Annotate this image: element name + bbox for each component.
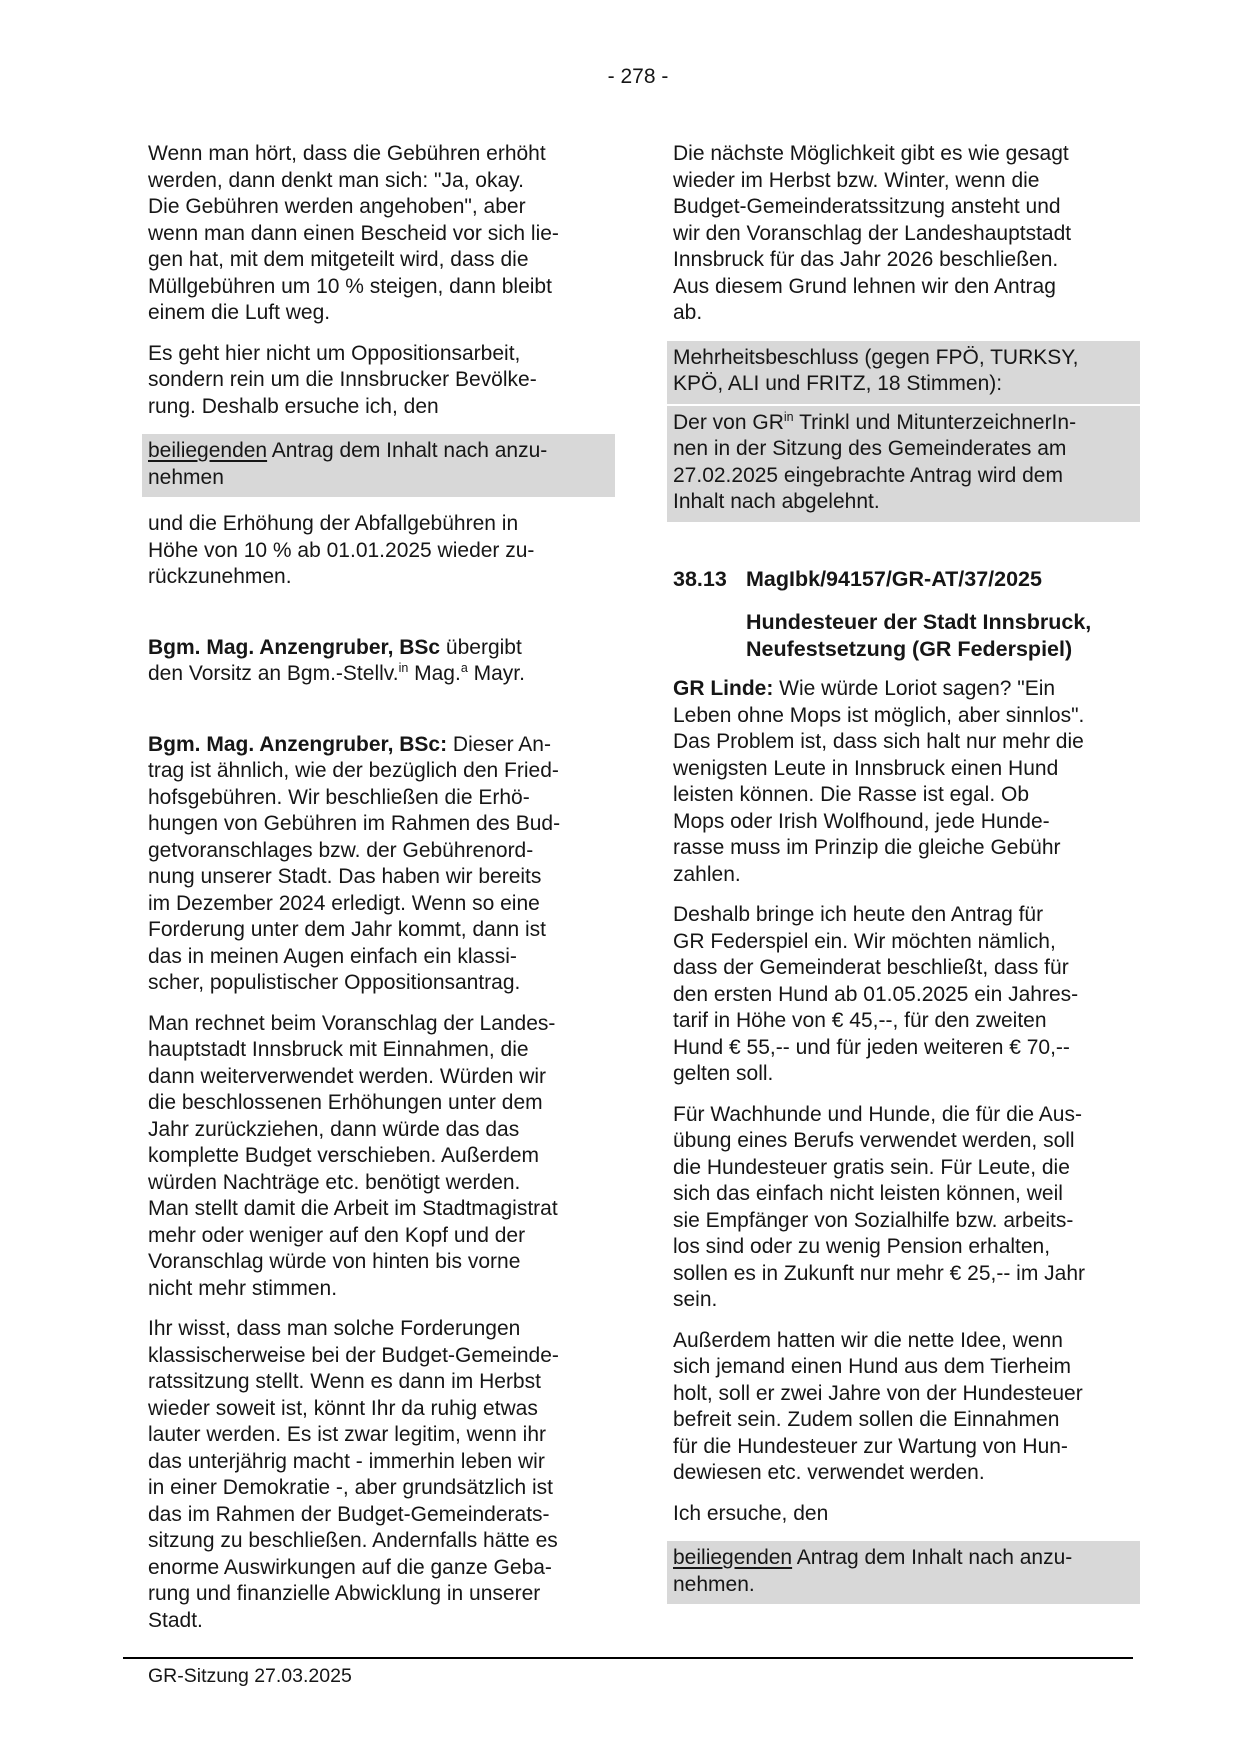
text-line: Aus diesem Grund lehnen wir den Antrag — [673, 274, 1056, 298]
right-column — [673, 141, 1128, 1634]
paragraph — [673, 676, 1128, 888]
text-line: Es geht hier nicht um Oppositionsarbeit, — [148, 341, 521, 365]
text-line: beiliegenden Antrag dem Inhalt nach anzu- — [148, 439, 548, 462]
text-line: dewiesen etc. verwendet werden. — [673, 1461, 985, 1484]
agenda-item-reference: MagIbk/94157/GR-AT/37/2025 — [746, 566, 1042, 591]
text-line: Außerdem hatten wir die nette Idee, wenn — [673, 1328, 1063, 1352]
text-line: das im Rahmen der Budget-Gemeinderats- — [148, 1502, 550, 1526]
text-line: Für Wachhunde und Hunde, die für die Aus- — [673, 1102, 1082, 1126]
footer-divider — [123, 1657, 1133, 1659]
text-line: Mops oder Irish Wolfhound, jede Hunde- — [673, 809, 1050, 833]
text-line: sollen es in Zukunft nur mehr € 25,-- im Jahr — [673, 1261, 1086, 1285]
text-line: beiliegenden Antrag dem Inhalt nach anzu- — [673, 1546, 1073, 1569]
text-line: Forderung unter dem Jahr kommt, dann ist — [148, 918, 547, 941]
text-line: befreit sein. Zudem sollen die Einnahmen — [673, 1408, 1060, 1431]
text-line: nehmen. — [673, 1572, 755, 1596]
text-line: Die nächste Möglichkeit gibt es wie gesagt — [673, 142, 1069, 165]
text-line: wenn man dann einen Bescheid vor sich lie- — [148, 221, 559, 245]
paragraph — [673, 1501, 1128, 1528]
text-line: Stadt. — [148, 1608, 203, 1632]
text-line: getvoranschlages bzw. der Gebührenord- — [148, 838, 534, 862]
paragraph — [673, 902, 1128, 1088]
text-line: lauter werden. Es ist zwar legitim, wenn ihr — [148, 1423, 546, 1446]
text-line: hungen von Gebühren im Rahmen des Bud- — [148, 812, 561, 835]
text-line: den Vorsitz an Bgm.-Stellv.$^{in}$ Mag.$^a$ Mayr. — [148, 661, 525, 685]
text-line: zahlen. — [673, 862, 741, 886]
text-line: die Hundesteuer gratis sein. Für Leute, die — [673, 1155, 1070, 1179]
text-line: komplette Budget verschieben. Außerdem — [148, 1144, 540, 1167]
text-line: KPÖ, ALI und FRITZ, 18 Stimmen): — [673, 372, 1003, 395]
text-line: Neufestsetzung (GR Federspiel) — [746, 636, 1073, 661]
text-line: Der von $GR^{in}$ Trinkl und MitunterzeichnerIn- — [673, 409, 1077, 434]
text-line: Voranschlag würde von hinten bis vorne — [148, 1250, 521, 1273]
text-line: wir den Voranschlag der Landeshauptstadt — [673, 221, 1072, 245]
text-line: nehmen — [148, 465, 224, 489]
text-line: Bgm. Mag. Anzengruber, BSc übergibt — [148, 635, 522, 659]
text-line: Jahr zurückziehen, dann würde das das — [148, 1117, 520, 1141]
text-line: Deshalb bringe ich heute den Antrag für — [673, 903, 1044, 926]
paragraph — [148, 1316, 603, 1634]
text-line: GR Federspiel ein. Wir möchten nämlich, — [673, 929, 1056, 953]
text-line: Man rechnet beim Voranschlag der Landes- — [148, 1011, 556, 1035]
text-line: für die Hundesteuer zur Wartung von Hun- — [673, 1434, 1068, 1458]
text-line: rung. Deshalb ersuche ich, den — [148, 394, 439, 418]
text-line: die beschlossenen Erhöhungen unter dem — [148, 1091, 543, 1114]
text-line: in einer Demokratie -, aber grundsätzlich ist — [148, 1476, 554, 1499]
highlighted-paragraph — [667, 341, 1140, 404]
text-line: im Dezember 2024 erledigt. Wenn so eine — [148, 891, 540, 915]
text-line: Inhalt nach abgelehnt. — [673, 490, 880, 513]
highlighted-paragraph — [667, 406, 1140, 522]
text-line: würden Nachträge etc. benötigt werden. — [148, 1170, 521, 1194]
paragraph — [148, 511, 603, 591]
text-line: wieder im Herbst bzw. Winter, wenn die — [673, 168, 1040, 192]
text-line: Bgm. Mag. Anzengruber, BSc: Dieser An- — [148, 732, 551, 756]
text-line: Budget-Gemeinderatssitzung ansteht und — [673, 195, 1061, 218]
text-line: rung und finanzielle Abwicklung in unserer — [148, 1582, 541, 1605]
text-line: Höhe von 10 % ab 01.01.2025 wieder zu- — [148, 538, 535, 562]
text-line: Leben ohne Mops ist möglich, aber sinnlos". — [673, 703, 1085, 727]
text-line: holt, soll er zwei Jahre von der Hundesteuer — [673, 1381, 1083, 1405]
text-line: rückzunehmen. — [148, 565, 292, 588]
text-line: tarif in Höhe von € 45,--, für den zweiten — [673, 1009, 1047, 1032]
text-line: sein. — [673, 1288, 718, 1311]
paragraph — [673, 141, 1128, 327]
text-line: enorme Auswirkungen auf die ganze Geba- — [148, 1555, 552, 1579]
text-line: den ersten Hund ab 01.05.2025 ein Jahres- — [673, 982, 1079, 1006]
agenda-item-heading — [673, 566, 1128, 593]
page-number: - 278 - — [607, 65, 669, 88]
text-line: GR Linde: Wie würde Loriot sagen? "Ein — [673, 677, 1056, 700]
text-line: los sind oder zu wenig Pension erhalten, — [673, 1235, 1051, 1258]
text-line: Das Problem ist, dass sich halt nur mehr die — [673, 730, 1084, 753]
text-line: wieder soweit ist, könnt Ihr da ruhig etwas — [148, 1396, 538, 1420]
paragraph — [148, 635, 603, 688]
text-line: gelten soll. — [673, 1062, 774, 1085]
footer-session-label: GR-Sitzung 27.03.2025 — [148, 1665, 352, 1687]
highlighted-paragraph — [142, 434, 615, 497]
text-line: trag ist ähnlich, wie der bezüglich den Fried- — [148, 759, 559, 782]
text-line: scher, populistischer Oppositionsantrag. — [148, 971, 521, 994]
text-line: Die Gebühren werden angehoben", aber — [148, 195, 526, 218]
text-line: Ich ersuche, den — [673, 1501, 829, 1525]
agenda-item-title — [673, 609, 1128, 662]
text-line: sitzung zu beschließen. Andernfalls hätte es — [148, 1529, 558, 1552]
text-line: sich jemand einen Hund aus dem Tierheim — [673, 1355, 1072, 1378]
paragraph — [148, 141, 603, 327]
text-line: nen in der Sitzung des Gemeinderates am — [673, 437, 1067, 460]
paragraph — [148, 341, 603, 421]
text-line: 27.02.2025 eingebrachte Antrag wird dem — [673, 463, 1063, 487]
text-line: Mehrheitsbeschluss (gegen FPÖ, TURKSY, — [673, 345, 1079, 369]
text-line: mehr oder weniger auf den Kopf und der — [148, 1223, 526, 1247]
text-line: hauptstadt Innsbruck mit Einnahmen, die — [148, 1038, 529, 1061]
text-line: das unterjährig macht - immerhin leben wir — [148, 1449, 545, 1473]
text-line: übung eines Berufs verwendet werden, soll — [673, 1129, 1075, 1152]
text-line: Müllgebühren um 10 % steigen, dann bleibt — [148, 274, 552, 298]
text-line: Wenn man hört, dass die Gebühren erhöht — [148, 142, 546, 165]
text-line: sie Empfänger von Sozialhilfe bzw. arbeits- — [673, 1208, 1074, 1232]
text-line: werden, dann denkt man sich: "Ja, okay. — [148, 168, 524, 192]
text-line: einem die Luft weg. — [148, 301, 331, 324]
highlighted-paragraph — [667, 1541, 1140, 1604]
text-line: das in meinen Augen einfach ein klassi- — [148, 944, 517, 968]
text-line: gen hat, mit dem mitgeteilt wird, dass die — [148, 248, 529, 271]
left-column — [148, 141, 603, 1634]
paragraph — [673, 1102, 1128, 1314]
text-line: sich das einfach nicht leisten können, weil — [673, 1182, 1063, 1205]
text-line: sondern rein um die Innsbrucker Bevölke- — [148, 368, 537, 391]
text-line: leisten können. Die Rasse ist egal. Ob — [673, 783, 1030, 806]
text-line: Hundesteuer der Stadt Innsbruck, — [746, 610, 1092, 634]
two-column-text-area — [148, 141, 1128, 1634]
paragraph — [148, 732, 603, 997]
text-line: ratssitzung stellt. Wenn es dann im Herbst — [148, 1370, 541, 1393]
paragraph — [673, 1328, 1128, 1487]
text-line: Innsbruck für das Jahr 2026 beschließen. — [673, 248, 1059, 271]
text-line: Ihr wisst, dass man solche Forderungen — [148, 1317, 521, 1340]
agenda-item-number: 38.13 — [673, 566, 727, 591]
text-line: rasse muss im Prinzip die gleiche Gebühr — [673, 836, 1061, 859]
text-line: wenigsten Leute in Innsbruck einen Hund — [673, 756, 1059, 780]
text-line: Man stellt damit die Arbeit im Stadtmagistrat — [148, 1197, 558, 1220]
text-line: klassischerweise bei der Budget-Gemeinde- — [148, 1343, 559, 1367]
text-line — [673, 566, 1128, 593]
text-line: dann weiterverwendet werden. Würden wir — [148, 1064, 547, 1088]
text-line: nung unserer Stadt. Das haben wir bereits — [148, 865, 542, 888]
text-line: nicht mehr stimmen. — [148, 1276, 338, 1300]
paragraph — [148, 1011, 603, 1303]
text-line: und die Erhöhung der Abfallgebühren in — [148, 512, 519, 535]
text-line: hofsgebühren. Wir beschließen die Erhö- — [148, 785, 530, 809]
text-line: dass der Gemeinderat beschließt, dass für — [673, 956, 1069, 979]
text-line: Hund € 55,-- und für jeden weiteren € 70,-- — [673, 1035, 1070, 1059]
text-line: ab. — [673, 301, 703, 324]
